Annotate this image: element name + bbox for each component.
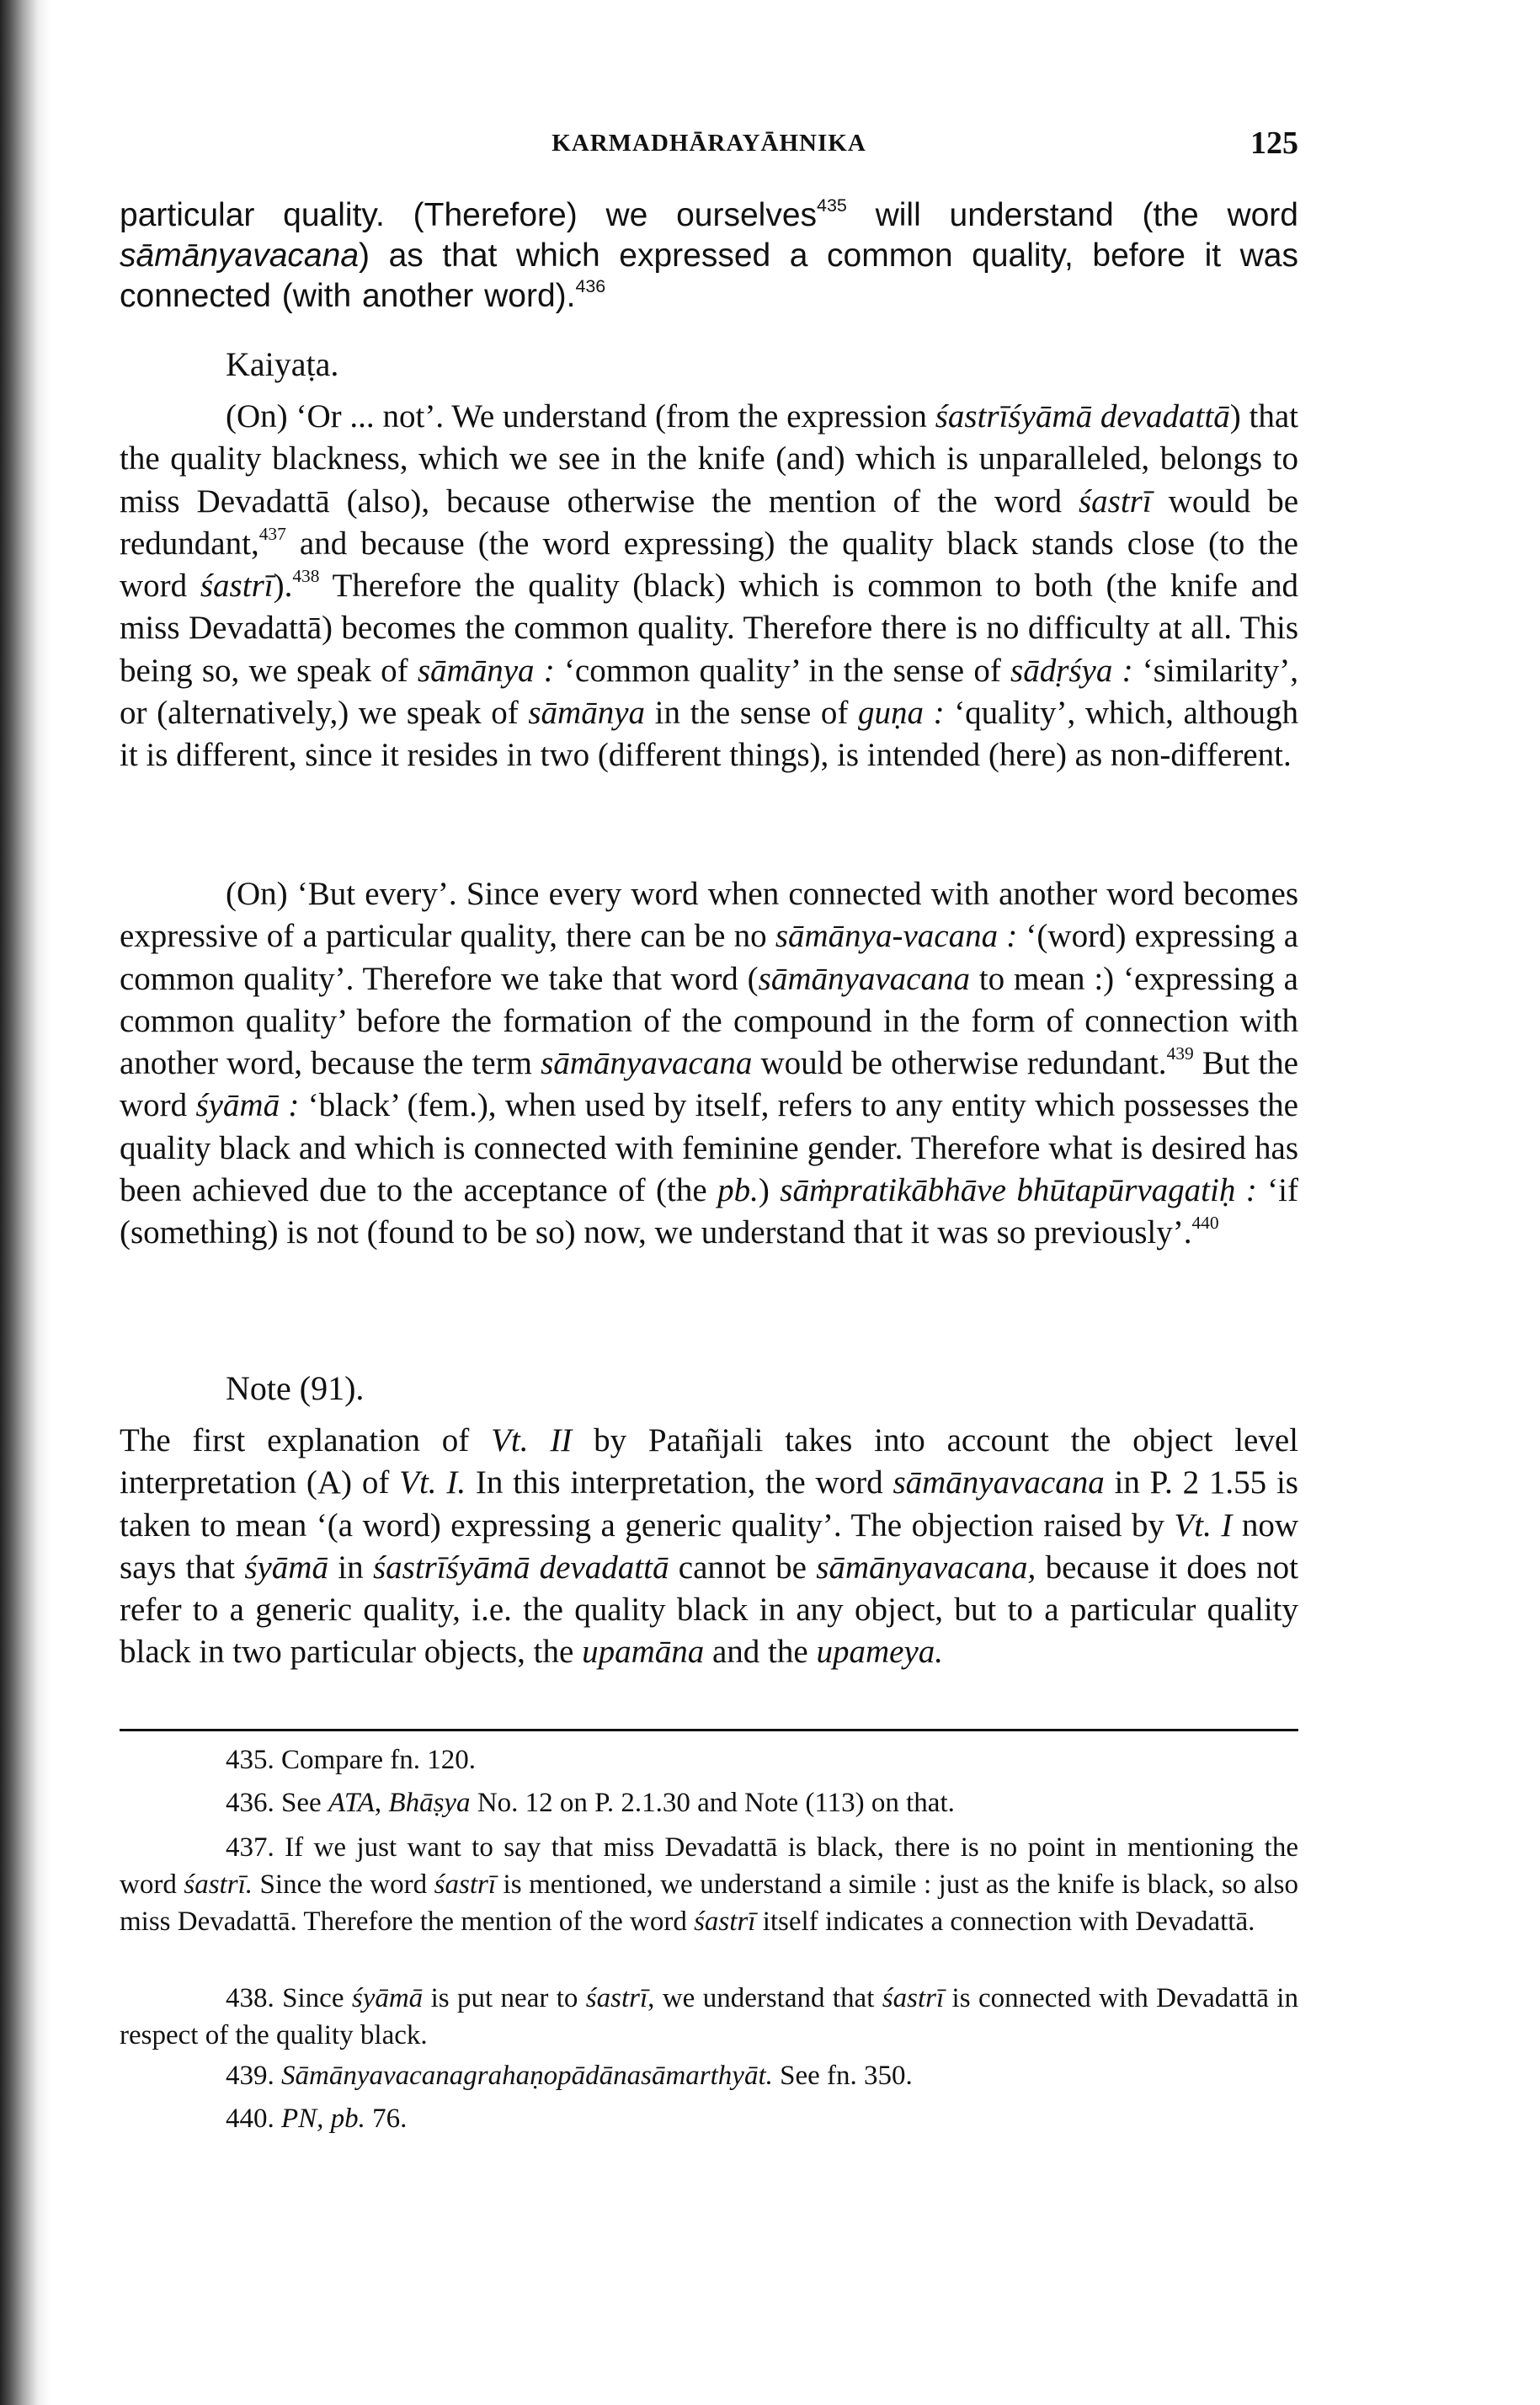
- italic-term: sāmānya-vacana :: [775, 918, 1018, 955]
- text-run: Since the word: [253, 1869, 434, 1900]
- text-run: ): [758, 1172, 781, 1209]
- italic-term: ATA: [328, 1788, 375, 1818]
- italic-term: śastrīśyāmā devadattā: [372, 1549, 669, 1586]
- text-run: ‘similarity’, or (alternatively,) we speak of: [120, 652, 1298, 732]
- text-run: See fn. 350.: [772, 2061, 913, 2091]
- italic-term: sāmānya: [528, 695, 646, 732]
- italic-term: Vt. I.: [399, 1464, 466, 1501]
- paragraph-or-not: [120, 396, 1298, 777]
- text-run: 436. See: [226, 1788, 328, 1818]
- text-run: cannot be: [669, 1549, 817, 1586]
- italic-term: sādṛśya :: [1010, 652, 1133, 689]
- text-run: will understand (the word: [846, 197, 1298, 233]
- footnote-reference[interactable]: 435: [817, 195, 847, 216]
- footnote-reference[interactable]: 436: [575, 275, 606, 296]
- footnote-divider: [120, 1729, 1298, 1731]
- text-run: , we understand that: [647, 1983, 882, 2013]
- text-run: in P. 2 1.55 is taken to mean ‘(a word) expressing a generic quality’. The objection raised by: [120, 1464, 1298, 1544]
- text-run: ‘if (something) is not (found to be so) now, we understand that it was so previously’.: [120, 1172, 1298, 1251]
- italic-term: śyāmā: [244, 1549, 328, 1586]
- text-run: 439.: [226, 2061, 281, 2091]
- italic-term: sāṁpratikābhāve bhūtapūrvagatiḥ :: [780, 1172, 1257, 1209]
- footnote-reference[interactable]: 439: [1166, 1043, 1194, 1064]
- text-run: In this interpretation, the word: [466, 1464, 893, 1501]
- italic-term: sāmānya :: [417, 652, 555, 689]
- text-run: would be otherwise redundant.: [752, 1045, 1167, 1082]
- text-run: ,: [374, 1788, 389, 1818]
- italic-term: PN, pb.: [281, 2104, 365, 2134]
- page-header: [120, 125, 1298, 167]
- paragraph-note: [120, 1420, 1298, 1674]
- text-run: because it does not refer to a generic quality, i.e. the quality black in any object, but to a particular quality black in two particular objects, the: [120, 1549, 1298, 1671]
- italic-term: śastrī: [585, 1983, 648, 2013]
- text-run: itself indicates a connection with Devadattā.: [755, 1906, 1255, 1937]
- footnote-reference[interactable]: 437: [258, 523, 286, 544]
- italic-term: sāmānyavacana: [758, 960, 970, 997]
- text-run: But the word: [120, 1045, 1298, 1124]
- italic-term: Bhāṣya: [388, 1788, 471, 1818]
- text-run: by Patañjali takes into account the object level interpretation (A) of: [120, 1422, 1298, 1501]
- text-run: 76.: [365, 2104, 408, 2134]
- italic-term: sāmānyavacana: [120, 237, 360, 274]
- text-run: ‘common quality’ in the sense of: [554, 652, 1011, 689]
- italic-term: śastrī: [882, 1983, 945, 2013]
- italic-term: guṇa :: [858, 695, 945, 732]
- text-run: ) that the quality blackness, which we see in the knife (and) which is unparalleled, belongs to miss Devadattā (also), because otherwise the mention of the word: [120, 398, 1298, 520]
- text-run: ‘black’ (fem.), when used by itself, refers to any entity which possesses the quality black and which is connected with feminine gender. Therefore what is desired has been achieved due to the acceptance of (the: [120, 1087, 1298, 1209]
- text-run: 437. If we just want to say that miss Devadattā is black, there is no point in mentioning the word: [120, 1832, 1298, 1900]
- text-run: and the: [704, 1634, 817, 1671]
- italic-term: śyāmā :: [195, 1087, 300, 1124]
- italic-term: śastrī: [200, 568, 274, 605]
- text-run: (On) ‘But every’. Since every word when connected with another word becomes expressive of a particular quality, there can be no: [120, 876, 1298, 955]
- text-run: 440.: [226, 2104, 281, 2134]
- paragraph-continuation: [120, 195, 1298, 317]
- text-run: particular quality. (Therefore) we ourselves: [120, 197, 818, 233]
- text-run: Therefore the quality (black) which is common to both (the knife and miss Devadattā) becomes the common quality. Therefore there is no difficulty at all. This being so, we speak of: [120, 568, 1299, 689]
- running-title: KARMADHĀRAYĀHNIKA: [552, 130, 866, 157]
- footnote-436: [120, 1784, 1298, 1821]
- italic-term: śastrīśyāmā devadattā: [935, 398, 1230, 435]
- text-run: is connected with Devadattā in respect of the quality black.: [120, 1983, 1298, 2050]
- italic-term: śastrī: [434, 1869, 497, 1900]
- text-run: ‘(word) expressing a common quality’. Therefore we take that word (: [120, 918, 1298, 997]
- italic-term: śastrī.: [184, 1869, 253, 1900]
- italic-term: sāmānyavacana: [893, 1464, 1105, 1501]
- text-run: ) as that which expressed a common quality, before it was connected (with another word).: [120, 237, 1298, 314]
- footnote-435: [120, 1741, 1298, 1778]
- text-run: would be redundant,: [120, 483, 1299, 562]
- scan-binding-edge: [0, 0, 51, 2405]
- italic-term: Vt. I: [1174, 1506, 1233, 1544]
- text-run: to mean :) ‘expressing a common quality’ before the formation of the compound in the form of connection with another word, because the term: [120, 960, 1298, 1082]
- text-run: Kaiyaṭa.: [226, 345, 339, 383]
- italic-term: śastrī: [694, 1906, 756, 1937]
- text-run: ‘quality’, which, although it is different, since it resides in two (different things), is intended (here) as non-different.: [120, 695, 1298, 774]
- italic-term: śyāmā: [351, 1983, 424, 2013]
- text-run: No. 12 on P. 2.1.30 and Note (113) on that.: [470, 1788, 955, 1818]
- italic-term: śastrī: [1078, 483, 1152, 520]
- italic-term: Vt. II: [491, 1422, 573, 1458]
- italic-term: sāmānyavacana: [541, 1045, 753, 1082]
- italic-term: pb.: [717, 1172, 759, 1209]
- footnote-reference[interactable]: 438: [292, 566, 320, 587]
- italic-term: sāmānyavacana,: [816, 1549, 1036, 1586]
- text-run: (On) ‘Or ... not’. We understand (from the expression: [226, 398, 935, 435]
- footnote-reference[interactable]: 440: [1191, 1213, 1219, 1234]
- text-run: now says that: [120, 1506, 1298, 1586]
- footnote-437: [120, 1829, 1298, 1940]
- text-run: Note (91).: [226, 1369, 365, 1407]
- italic-term: Sāmānyavacanagrahaṇopādānasāmarthyāt.: [281, 2061, 773, 2091]
- text-run: 438. Since: [226, 1983, 352, 2013]
- footnote-439: [120, 2057, 1298, 2094]
- page-number: 125: [1250, 125, 1298, 161]
- text-run: ).: [273, 568, 293, 605]
- text-run: in the sense of: [645, 695, 858, 732]
- italic-term: upamāna: [582, 1634, 705, 1671]
- footnote-438: [120, 1980, 1298, 2054]
- heading-kaiyata: [226, 344, 338, 386]
- text-run: and because (the word expressing) the quality black stands close (to the word: [120, 525, 1298, 605]
- italic-term: upameya.: [816, 1634, 944, 1671]
- text-run: is put near to: [423, 1983, 586, 2013]
- footnote-440: [120, 2100, 1298, 2137]
- text-run: The first explanation of: [120, 1422, 492, 1458]
- paragraph-but-every: [120, 873, 1298, 1255]
- text-run: in: [328, 1549, 373, 1586]
- text-run: 435. Compare fn. 120.: [226, 1745, 476, 1775]
- text-run: is mentioned, we understand a simile : just as the knife is black, so also miss Devadattā. Therefore the mention of the word: [120, 1869, 1299, 1937]
- heading-note-91: [226, 1368, 364, 1410]
